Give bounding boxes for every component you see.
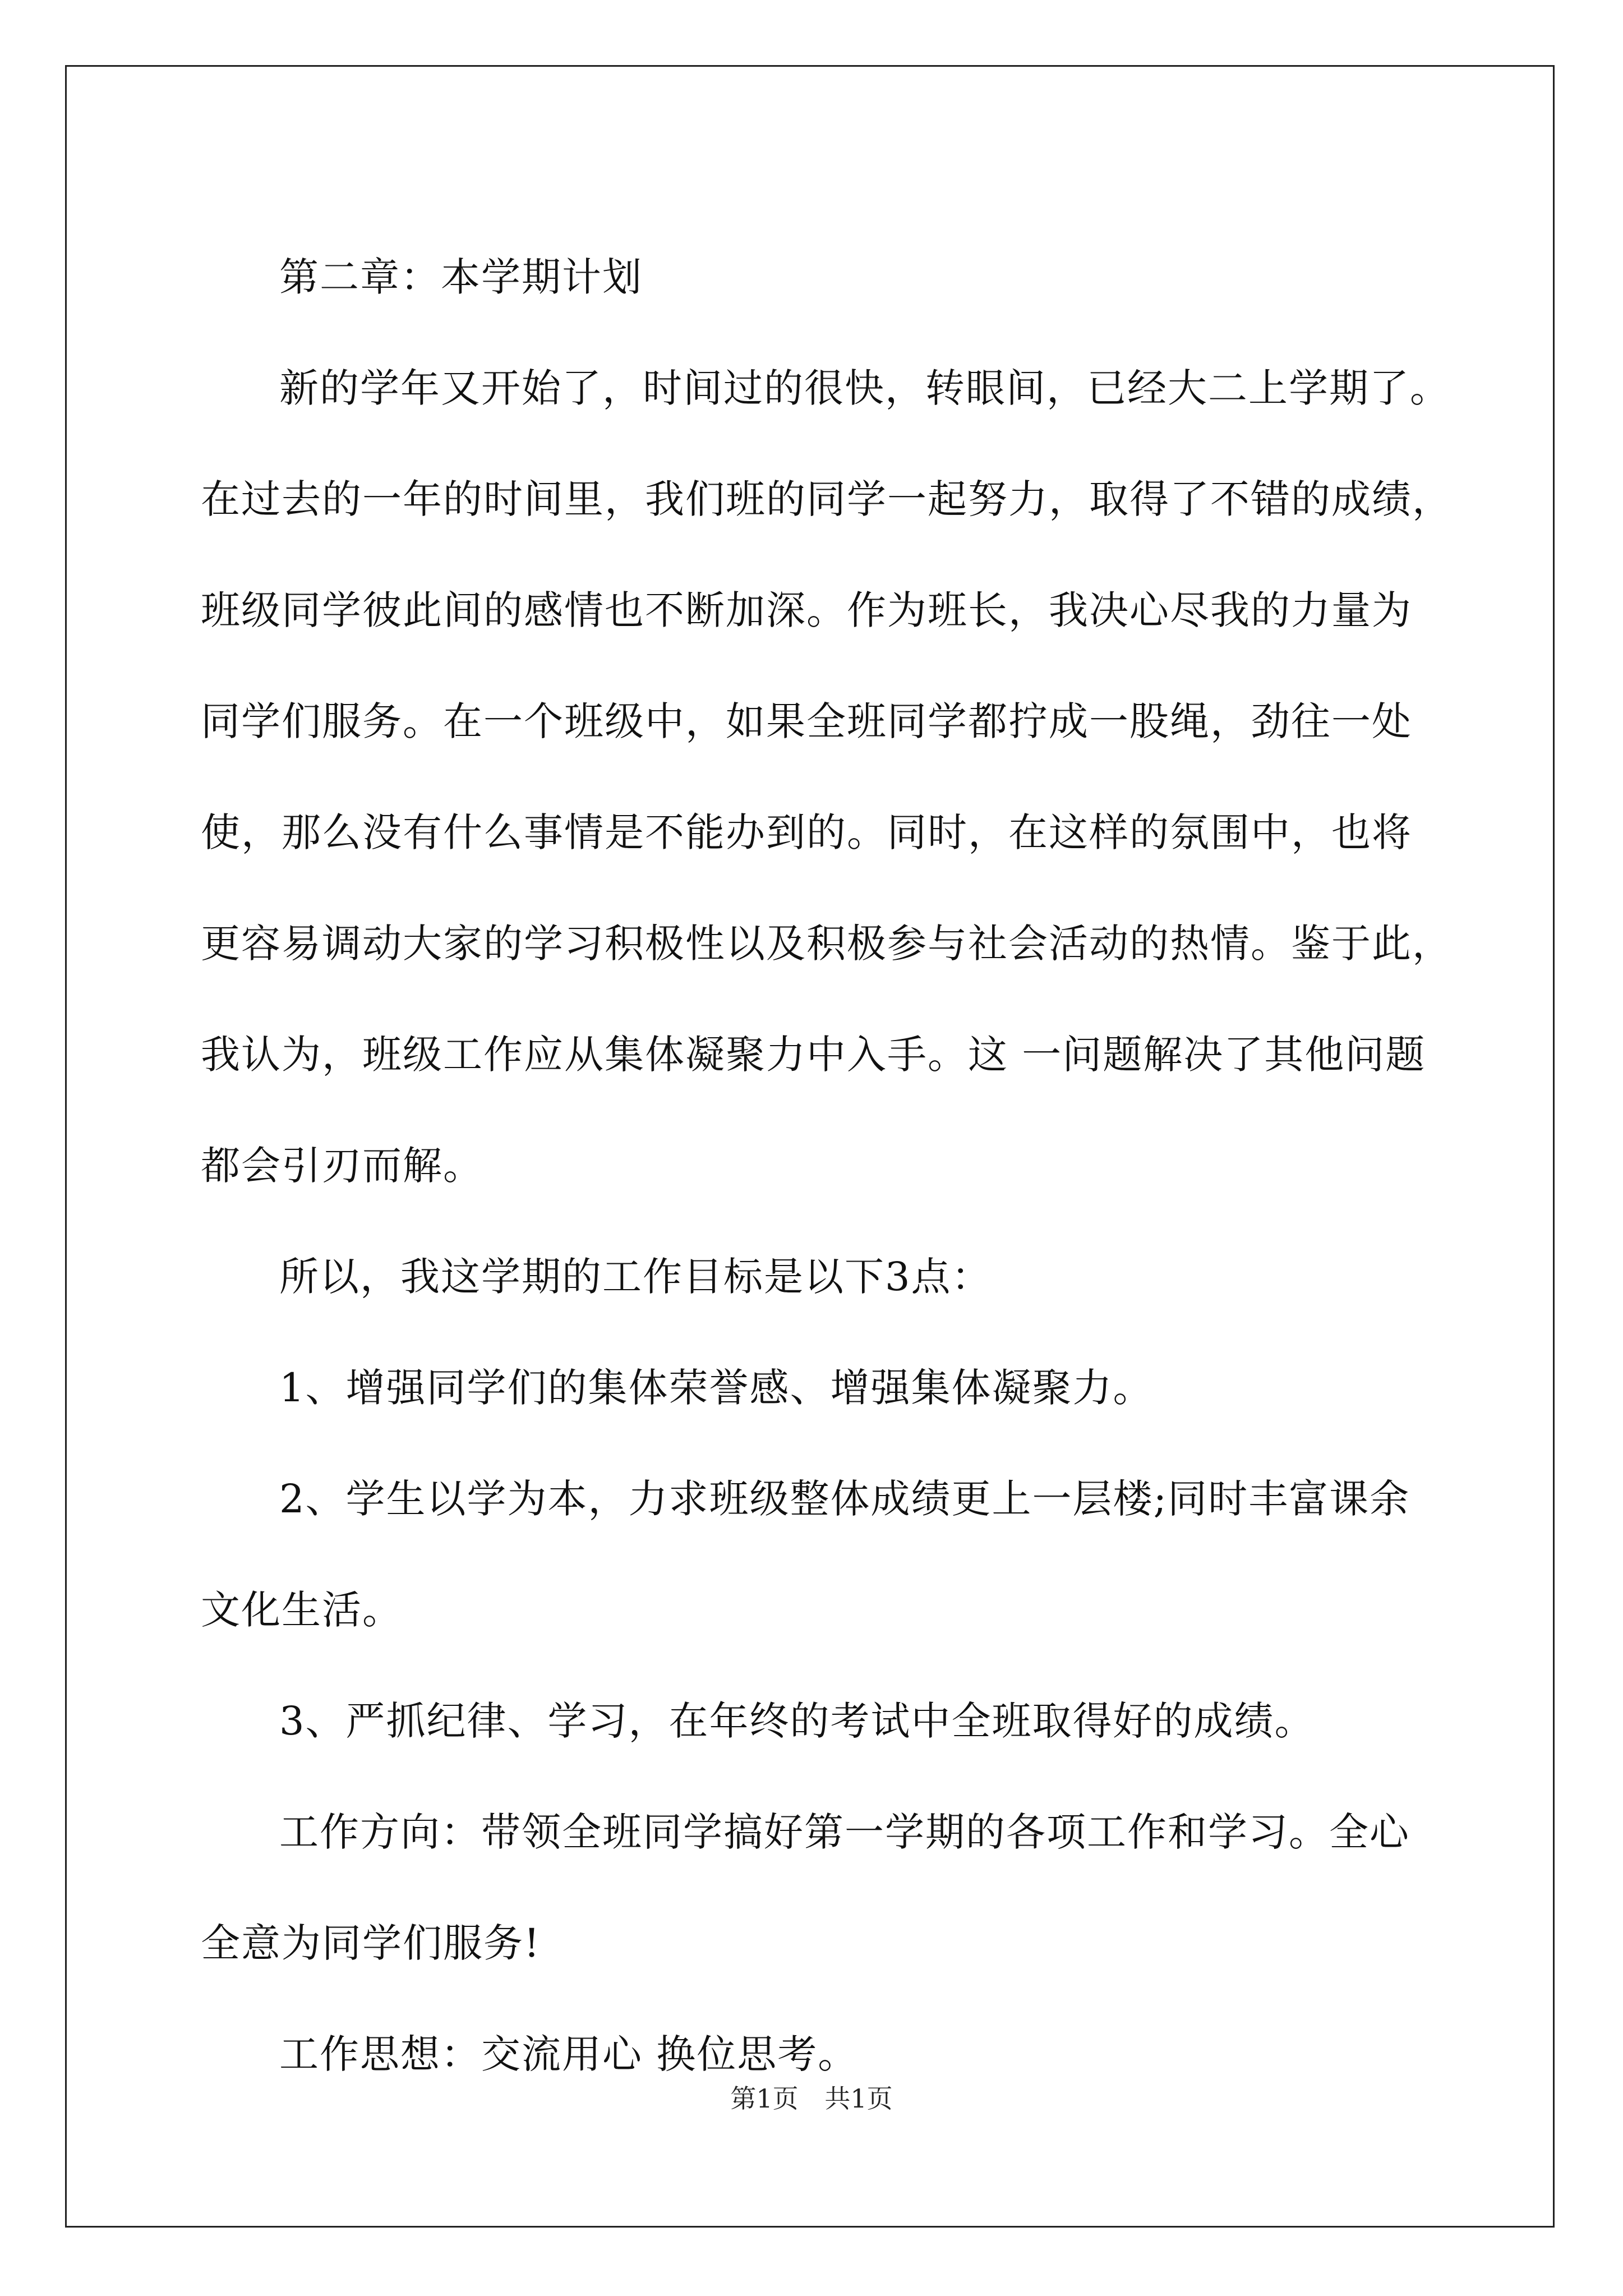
text-line: 1、增强同学们的集体荣誉感、增强集体凝聚力。 <box>279 1365 1154 1411</box>
text-line: 同学们服务。在一个班级中，如果全班同学都拧成一股绳，劲往一处 <box>201 698 1412 744</box>
text-line: 都会引刃而解。 <box>201 1143 483 1189</box>
text-line: 3、严抓纪律、学习，在年终的考试中全班取得好的成绩。 <box>279 1698 1315 1744</box>
page-footer <box>0 2078 1623 2115</box>
text-line: 使，那么没有什么事情是不能办到的。同时，在这样的氛围中，也将 <box>201 809 1412 855</box>
text-line: 新的学年又开始了，时间过的很快，转眼间，已经大二上学期了。 <box>279 365 1450 411</box>
page-number-total: 共1页 <box>824 2083 893 2114</box>
text-line: 工作思想：交流用心 换位思考。 <box>279 2031 859 2077</box>
document-body <box>201 222 1453 2110</box>
chapter-heading: 第二章：本学期计划 <box>279 254 643 300</box>
text-line: 全意为同学们服务! <box>201 1920 541 1966</box>
text-line: 工作方向：带领全班同学搞好第一学期的各项工作和学习。全心 <box>279 1809 1410 1855</box>
text-line: 在过去的一年的时间里，我们班的同学一起努力，取得了不错的成绩， <box>201 476 1453 522</box>
text-line: 所以，我这学期的工作目标是以下3点： <box>279 1254 992 1300</box>
page-number-current: 第1页 <box>730 2083 799 2114</box>
text-line: 文化生活。 <box>201 1587 403 1633</box>
text-line: 更容易调动大家的学习积极性以及积极参与社会活动的热情。鉴于此， <box>201 921 1453 967</box>
text-line: 班级同学彼此间的感情也不断加深。作为班长，我决心尽我的力量为 <box>201 587 1412 633</box>
text-line: 2、学生以学为本，力求班级整体成绩更上一层楼;同时丰富课余 <box>279 1476 1410 1522</box>
text-line: 我认为，班级工作应从集体凝聚力中入手。这 一问题解决了其他问题 <box>201 1032 1426 1078</box>
